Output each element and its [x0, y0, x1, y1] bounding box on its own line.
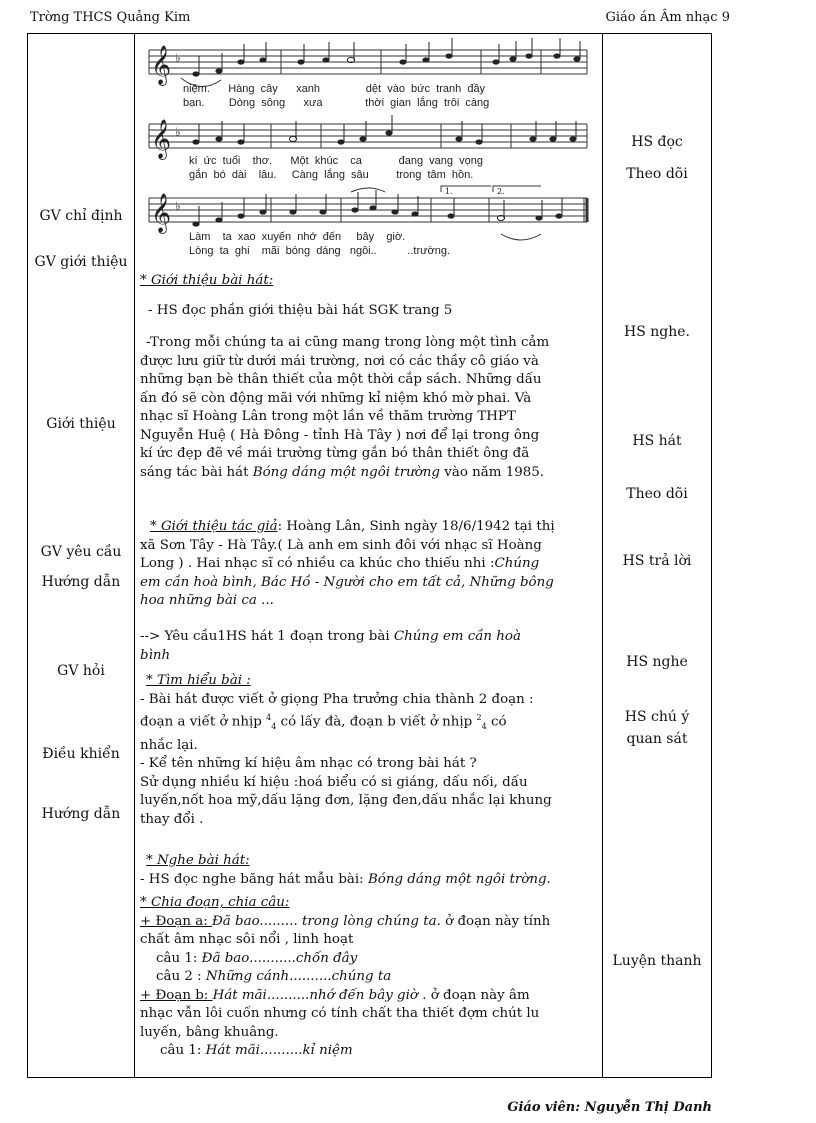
split-section: * Chia đoạn, chia câu: + Đoạn a: Đã bao......... trong lòng chúng ta. ở đoạn này tính chất âm nhạc sôi nổi , linh hoạt câu 1: Đã bao...........chốn đây câu 2 : Những cánh..........chúng ta + Đoạn b: Hát mãi..........nhớ đến bây giờ . ở đoạn này âm nhạc vẫn lôi cuốn nhưng có tính chất tha thiết đợm chút lu luyến, bâng khuâng. câu 1: Hát mãi..........kỉ niệm: [140, 895, 551, 1058]
teacher-label: GV yêu cầu: [40, 544, 122, 560]
student-label: Luyện thanh: [612, 953, 702, 969]
teacher-label: GV giới thiệu: [34, 254, 128, 270]
content-column: [136, 34, 600, 1077]
teacher-label: GV hỏi: [57, 663, 105, 679]
footer-teacher: Giáo viên: Nguyễn Thị Danh: [507, 1100, 712, 1115]
lyric-line: bạn. Dòng sông xưa thời gian lắng trôi càng: [183, 97, 490, 109]
student-label: HS đọc: [631, 134, 683, 150]
student-label: Theo dõi: [626, 486, 688, 502]
treble-clef-icon: 𝄞: [151, 193, 172, 233]
volta-1: 1.: [445, 187, 453, 196]
volta-2: 2.: [497, 187, 505, 196]
column-divider: [134, 34, 135, 1077]
teacher-label: Hướng dẫn: [41, 806, 121, 822]
treble-clef-icon: 𝄞: [151, 45, 172, 85]
student-label: HS chú ý: [624, 709, 690, 725]
lyric-line: gắn bó dài lâu. Càng lắng sâu trong tâm hồn.: [189, 169, 474, 181]
request-paragraph: --> Yêu cầu1HS hát 1 đoạn trong bài Chúng em cần hoà bình: [140, 629, 521, 663]
author-paragraph: * Giới thiệu tác giả: Hoàng Lân, Sinh ngày 18/6/1942 tại thị xã Sơn Tây - Hà Tây.( Là anh em sinh đôi với nhạc sĩ Hoàng Long ) . Hai nhạc sĩ có nhiều ca khúc cho thiếu nhi :Chúng em cần hoà bình, Bác Hồ - Người cho em tất cả, Những bông hoa những bài ca ...: [140, 519, 555, 608]
intro-paragraph: -Trong mỗi chúng ta ai cũng mang trong lòng một tình cảm được lưu giữ từ dưới mái trường, nơi có các thầy cô giáo và những bạn bè thân thiết của một thời cắp sách. Những dấu ấn đó sẽ còn động mãi với những kỉ niệm khó mờ phai. Và nhạc sĩ Hoàng Lân trong một lần về thăm trường THPT Nguyễn Huệ ( Hà Đông - tỉnh Hà Tây ) nơi để lại trong ông kí ức đẹp đẽ về mái trường từng gắn bó thân thiết ông đã sáng tác bài hát Bóng dáng một ngôi trường vào năm 1985.: [140, 335, 550, 480]
study-section: * Tìm hiểu bài : - Bài hát được viết ở giọng Pha trưởng chia thành 2 đoạn : đoạn a viết ở nhịp $^4_4$ có lấy đà, đoạn b viết ở nhịp $^2_4$ có nhắc lại. - Kể tên những kí hiệu âm nhạc có trong bài hát ? Sử dụng nhiều kí hiệu :hoá biểu có si giáng, dấu nối, dấu luyến,nốt hoa mỹ,dấu lặng đơn, lặng đen,dấu nhắc lại khung thay đổi .: [140, 673, 552, 827]
lyric-line: Lòng ta ghi mãi bóng dáng ngôi.. ..trường.: [189, 245, 451, 257]
teacher-activity-column: [28, 34, 134, 1077]
lesson-table: [27, 33, 712, 1078]
header-subject: Giáo án Âm nhạc 9: [605, 10, 730, 25]
student-label: HS nghe: [626, 654, 688, 670]
teacher-label: GV chỉ định: [39, 208, 123, 224]
lyric-line: Làm ta xao xuyến nhớ đến bây giờ.: [189, 231, 406, 243]
teacher-label: Điều khiển: [42, 746, 120, 762]
header-school: Trờng THCS Quảng Kim: [30, 10, 191, 25]
lyrics: [183, 83, 489, 257]
teacher-label: Hướng dẫn: [41, 574, 121, 590]
student-label: HS trả lời: [622, 553, 692, 569]
lyric-line: niệm. Hàng cây xanh dệt vào bức tranh đầy: [183, 83, 486, 95]
intro-song-line: - HS đọc phần giới thiệu bài hát SGK trang 5: [148, 303, 453, 318]
staff-2: [149, 124, 587, 148]
lyric-line: kí ức tuổi thơ. Một khúc ca đang vang vọng: [189, 155, 483, 167]
student-label: HS nghe.: [624, 324, 690, 340]
sheet-music-score: [141, 36, 595, 268]
flat-icon: ♭: [175, 199, 181, 213]
student-label: quan sát: [626, 731, 688, 747]
flat-icon: ♭: [175, 125, 181, 139]
student-label: Theo dõi: [626, 166, 688, 182]
intro-song-heading: * Giới thiệu bài hát:: [140, 273, 274, 288]
teacher-label: Giới thiệu: [46, 416, 116, 432]
staff-1: [149, 50, 587, 74]
student-activity-column: [602, 34, 712, 1077]
student-label: HS hát: [632, 433, 682, 449]
flat-icon: ♭: [175, 51, 181, 65]
listen-section: * Nghe bài hát: - HS đọc nghe băng hát mẫu bài: Bóng dáng một ngôi trờng.: [140, 853, 551, 887]
treble-clef-icon: 𝄞: [151, 119, 172, 159]
